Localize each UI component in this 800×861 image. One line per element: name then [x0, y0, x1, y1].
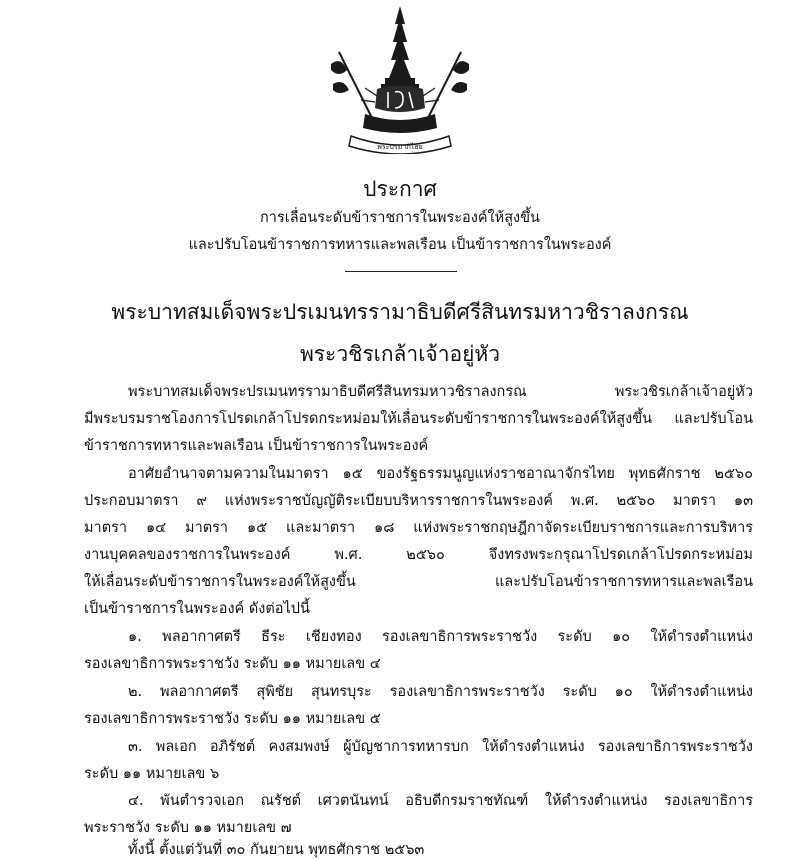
list-item-continuation: รองเลขาธิการพระราชวัง ระดับ ๑๑ หมายเลข ๕ — [84, 711, 381, 727]
body-line: มีพระบรมราชโองการโปรดเกล้าโปรดกระหม่อมให้เลื่อนระดับข้าราชการในพระองค์ให้สูงขึ้น และปรับโอน — [84, 411, 753, 427]
list-item: ๔. พันตำรวจเอก ณรัชต์ เศวตนันทน์ อธิบดีกรมราชทัณฑ์ ให้ดำรงตำแหน่ง รองเลขาธิการ — [128, 793, 753, 809]
closing-line: ทั้งนี้ ตั้งแต่วันที่ ๓๐ กันยายน พุทธศักราช ๒๕๖๓ — [128, 842, 425, 858]
king-title-line1: พระบาทสมเด็จพระปรเมนทรรามาธิบดีศรีสินทรมหาวชิราลงกรณ — [111, 300, 689, 324]
body-line: มาตรา ๑๔ มาตรา ๑๕ และมาตรา ๑๘ แห่งพระราชกฤษฎีกาจัดระเบียบราชการและการบริหาร — [84, 520, 753, 536]
body-line: ประกอบมาตรา ๙ แห่งพระราชบัญญัติระเบียบบริหารราชการในพระองค์ พ.ศ. ๒๕๖๐ มาตรา ๑๓ — [84, 493, 753, 509]
heading-divider — [345, 271, 457, 272]
body-line: งานบุคคลของราชการในพระองค์ พ.ศ. ๒๕๖๐ จึงทรงพระกรุณาโปรดเกล้าโปรดกระหม่อม — [84, 547, 753, 563]
list-item-continuation: พระราชวัง ระดับ ๑๑ หมายเลข ๗ — [84, 820, 292, 836]
emblem-ribbon-text: พระปรมาภิไธย — [377, 143, 423, 151]
king-title-line2: พระวชิรเกล้าเจ้าอยู่หัว — [299, 342, 501, 366]
list-item: ๒. พลอากาศตรี สุพิชัย สุนทรบุระ รองเลขาธิการพระราชวัง ระดับ ๑๐ ให้ดำรงตำแหน่ง — [128, 684, 753, 700]
body-line: อาศัยอำนาจตามความในมาตรา ๑๕ ของรัฐธรรมนูญแห่งราชอาณาจักรไทย พุทธศักราช ๒๕๖๐ — [128, 466, 753, 482]
body-line: พระบาทสมเด็จพระปรเมนทรรามาธิบดีศรีสินทรมหาวชิราลงกรณ พระวชิรเกล้าเจ้าอยู่หัว — [128, 384, 753, 400]
list-item-continuation: รองเลขาธิการพระราชวัง ระดับ ๑๑ หมายเลข ๔ — [84, 656, 381, 672]
list-item-continuation: ระดับ ๑๑ หมายเลข ๖ — [84, 766, 220, 782]
announcement-subject-line2: และปรับโอนข้าราชการทหารและพลเรือน เป็นข้าราชการในพระองค์ — [188, 237, 612, 253]
list-item: ๑. พลอากาศตรี ธีระ เชียงทอง รองเลขาธิการพระราชวัง ระดับ ๑๐ ให้ดำรงตำแหน่ง — [128, 629, 753, 645]
body-line: เป็นข้าราชการในพระองค์ ดังต่อไปนี้ — [84, 601, 310, 617]
body-line: ให้เลื่อนระดับข้าราชการในพระองค์ให้สูงขึ้น และปรับโอนข้าราชการทหารและพลเรือน — [84, 574, 753, 590]
announcement-subject-line1: การเลื่อนระดับข้าราชการในพระองค์ให้สูงขึ้น — [260, 210, 540, 226]
announcement-heading: ประกาศ — [363, 177, 437, 201]
body-line: ข้าราชการทหารและพลเรือน เป็นข้าราชการในพระองค์ — [84, 438, 429, 454]
royal-cypher-emblem-icon — [325, 4, 475, 154]
list-item: ๓. พลเอก อภิรัชต์ คงสมพงษ์ ผู้บัญชาการทหารบก ให้ดำรงตำแหน่ง รองเลขาธิการพระราชวัง — [128, 739, 753, 755]
